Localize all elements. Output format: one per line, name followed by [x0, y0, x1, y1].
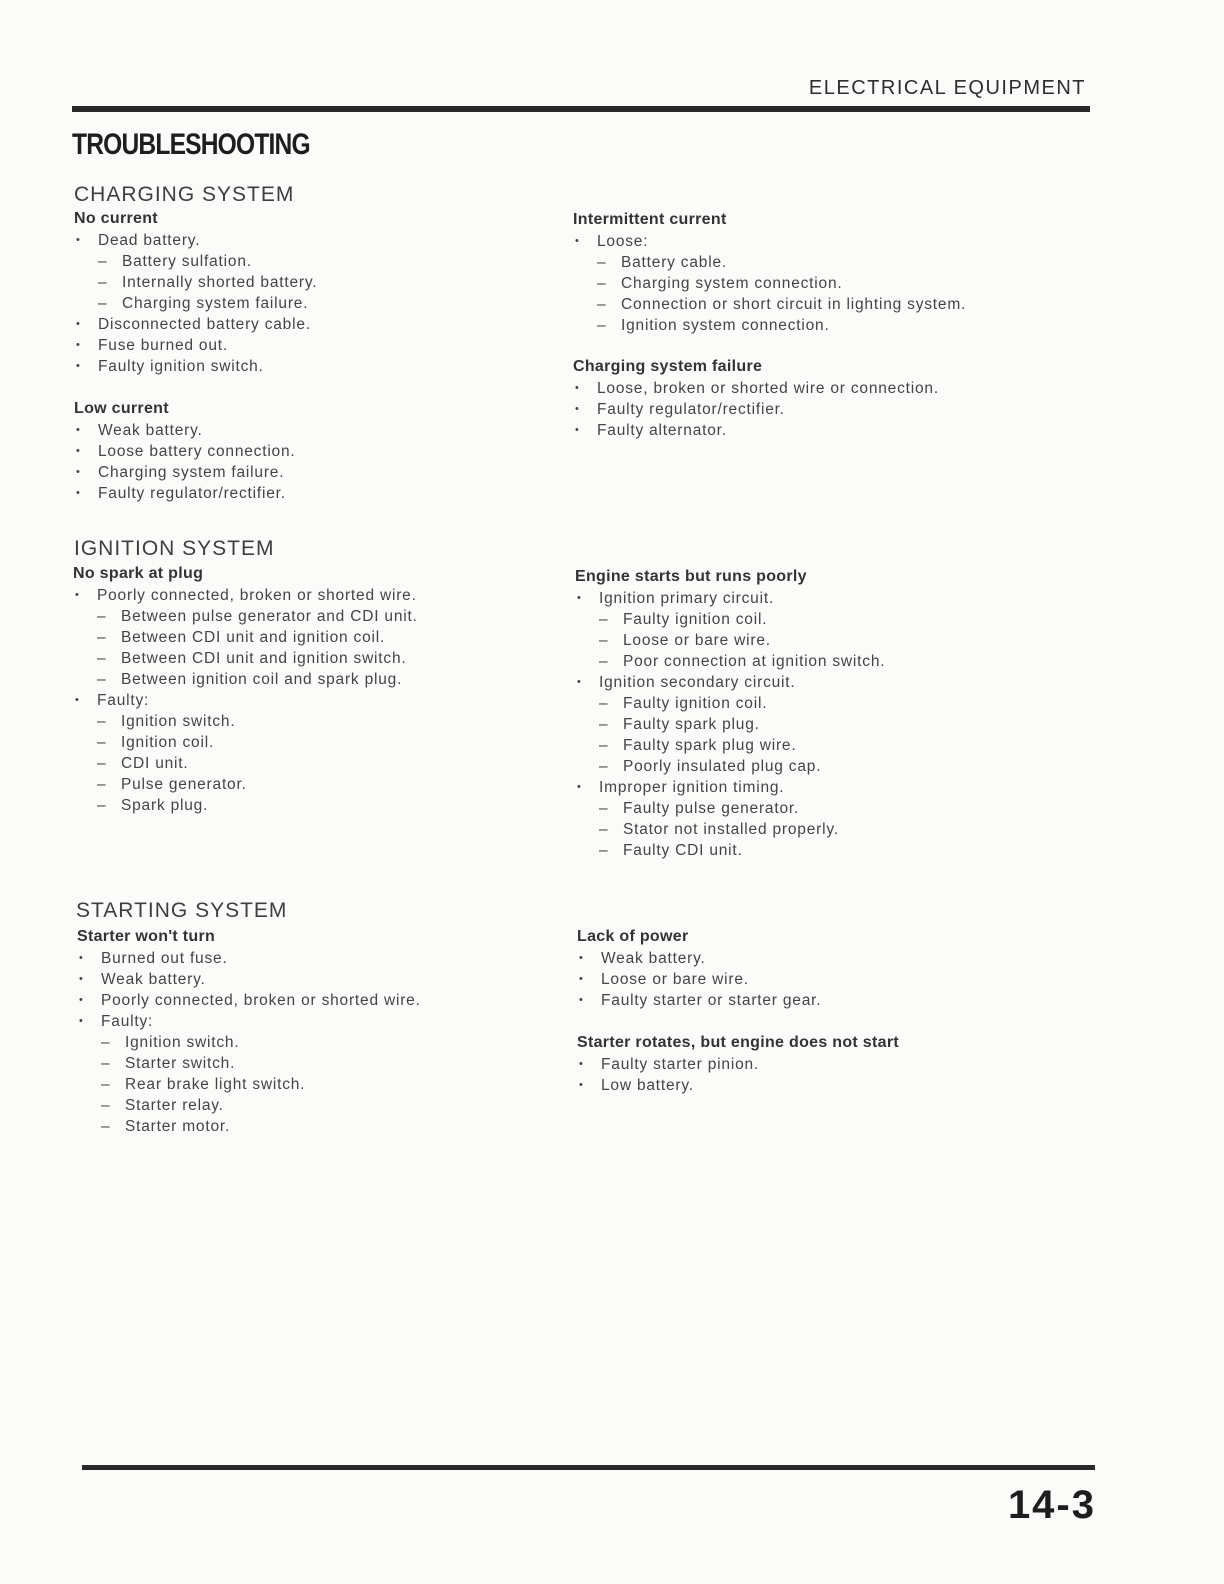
list-item: • Faulty starter pinion.: [577, 1054, 899, 1075]
starting-system-heading: STARTING SYSTEM: [76, 899, 288, 922]
block-title: Intermittent current: [573, 211, 727, 228]
list-item: • Faulty regulator/rectifier.: [573, 399, 939, 420]
top-rule: [72, 106, 1090, 112]
list-item: – Ignition coil.: [73, 732, 418, 753]
list-item: • Weak battery.: [577, 948, 821, 969]
runs-poorly-block: [575, 566, 885, 861]
list-item: – Ignition switch.: [73, 711, 418, 732]
list-item: • Loose battery connection.: [74, 441, 296, 462]
rotates-no-start-block: [577, 1032, 899, 1096]
starter-wont-turn-block: [77, 926, 421, 1137]
page-title: TROUBLESHOOTING: [72, 128, 310, 161]
section-header: ELECTRICAL EQUIPMENT: [808, 77, 1086, 99]
page-number: 14-3: [1007, 1483, 1096, 1527]
list-item: • Weak battery.: [74, 420, 296, 441]
list-item: • Faulty regulator/rectifier.: [74, 483, 296, 504]
list-item: • Improper ignition timing.: [575, 777, 885, 798]
list-item: – Starter motor.: [77, 1116, 421, 1137]
list-item: – Between CDI unit and ignition switch.: [73, 648, 418, 669]
list-item: • Ignition secondary circuit.: [575, 672, 885, 693]
list-item: – Poor connection at ignition switch.: [575, 651, 885, 672]
block-title: No current: [74, 210, 158, 227]
ignition-system-heading: IGNITION SYSTEM: [74, 537, 275, 560]
list-item: • Faulty:: [73, 690, 418, 711]
list-item: – Faulty spark plug wire.: [575, 735, 885, 756]
list-item: • Dead battery.: [74, 230, 317, 251]
block-title: No spark at plug: [73, 565, 204, 582]
list-item: • Poorly connected, broken or shorted wire.: [73, 585, 418, 606]
list-item: – Internally shorted battery.: [74, 272, 317, 293]
list-item: – Faulty ignition coil.: [575, 693, 885, 714]
list-item: • Burned out fuse.: [77, 948, 421, 969]
list-item: • Disconnected battery cable.: [74, 314, 317, 335]
intermittent-current-block: [573, 209, 966, 336]
list-item: • Loose:: [573, 231, 966, 252]
list-item: • Charging system failure.: [74, 462, 296, 483]
block-title: Low current: [74, 400, 169, 417]
block-title: Engine starts but runs poorly: [575, 568, 807, 585]
lack-of-power-block: [577, 926, 821, 1011]
list-item: – Charging system connection.: [573, 273, 966, 294]
list-item: – CDI unit.: [73, 753, 418, 774]
charging-system-heading: CHARGING SYSTEM: [74, 183, 295, 206]
list-item: • Faulty ignition switch.: [74, 356, 317, 377]
no-current-block: [74, 208, 317, 377]
list-item: – Spark plug.: [73, 795, 418, 816]
block-title: Starter won't turn: [77, 928, 216, 945]
charging-failure-block: [573, 356, 939, 441]
list-item: – Ignition switch.: [77, 1032, 421, 1053]
list-item: • Loose, broken or shorted wire or connection.: [573, 378, 939, 399]
list-item: – Between CDI unit and ignition coil.: [73, 627, 418, 648]
list-item: – Ignition system connection.: [573, 315, 966, 336]
list-item: – Faulty pulse generator.: [575, 798, 885, 819]
list-item: – Starter relay.: [77, 1095, 421, 1116]
block-title: Charging system failure: [573, 358, 763, 375]
list-item: • Faulty:: [77, 1011, 421, 1032]
list-item: – Faulty CDI unit.: [575, 840, 885, 861]
list-item: – Starter switch.: [77, 1053, 421, 1074]
list-item: • Ignition primary circuit.: [575, 588, 885, 609]
list-item: – Battery sulfation.: [74, 251, 317, 272]
list-item: – Between pulse generator and CDI unit.: [73, 606, 418, 627]
list-item: – Poorly insulated plug cap.: [575, 756, 885, 777]
block-title: Starter rotates, but engine does not start: [577, 1034, 899, 1051]
list-item: – Loose or bare wire.: [575, 630, 885, 651]
list-item: • Low battery.: [577, 1075, 899, 1096]
list-item: • Weak battery.: [77, 969, 421, 990]
list-item: – Faulty spark plug.: [575, 714, 885, 735]
list-item: – Rear brake light switch.: [77, 1074, 421, 1095]
list-item: – Charging system failure.: [74, 293, 317, 314]
list-item: • Poorly connected, broken or shorted wire.: [77, 990, 421, 1011]
low-current-block: [74, 398, 296, 504]
block-title: Lack of power: [577, 928, 689, 945]
list-item: • Faulty starter or starter gear.: [577, 990, 821, 1011]
list-item: – Pulse generator.: [73, 774, 418, 795]
list-item: • Faulty alternator.: [573, 420, 939, 441]
list-item: • Fuse burned out.: [74, 335, 317, 356]
list-item: • Loose or bare wire.: [577, 969, 821, 990]
no-spark-block: [73, 563, 418, 816]
list-item: – Connection or short circuit in lighting system.: [573, 294, 966, 315]
bottom-rule: [82, 1465, 1095, 1470]
list-item: – Faulty ignition coil.: [575, 609, 885, 630]
list-item: – Battery cable.: [573, 252, 966, 273]
list-item: – Between ignition coil and spark plug.: [73, 669, 418, 690]
list-item: – Stator not installed properly.: [575, 819, 885, 840]
